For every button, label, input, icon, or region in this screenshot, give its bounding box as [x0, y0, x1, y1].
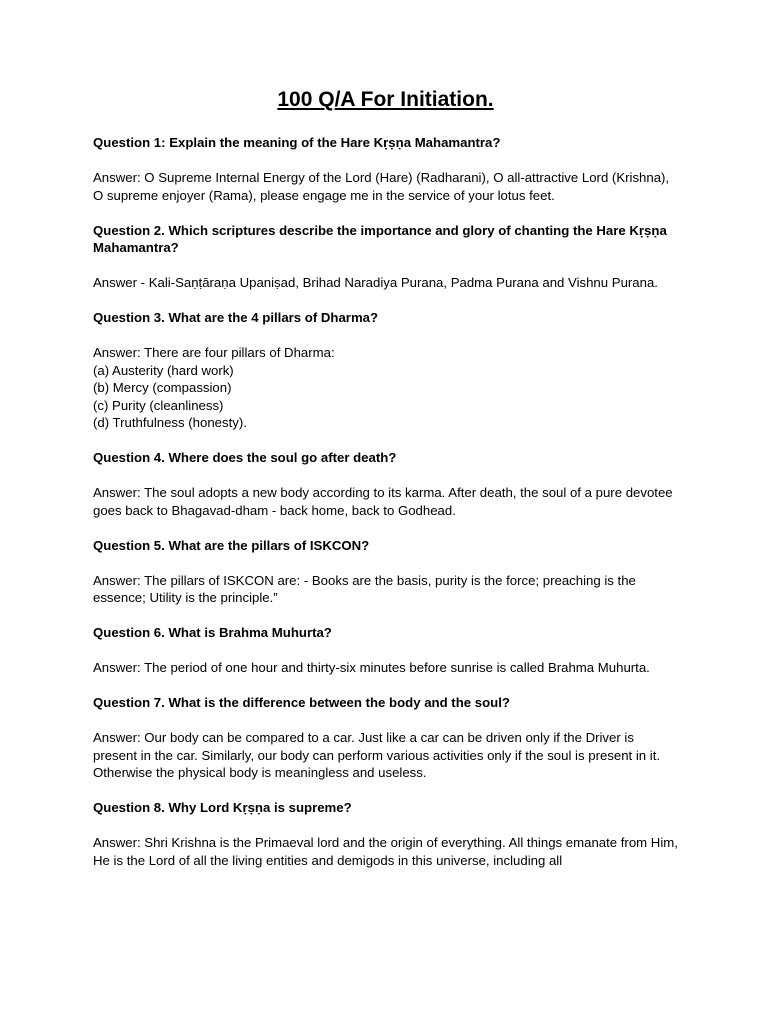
answer-line: Answer: Our body can be compared to a car. Just like a car can be driven only if the Driver is present in the car. Similarly, our body can perform various activities only if the soul is present in it. Otherwise the physical body is meaningless and useless.	[93, 730, 661, 780]
answer-line: Answer: The soul adopts a new body according to its karma. After death, the soul of a pure devotee goes back to Bhagavad-dham - back home, back to Godhead.	[93, 485, 673, 518]
answer-list-item: (a) Austerity (hard work)	[93, 362, 234, 378]
answer-6	[93, 659, 678, 677]
answer-line: Answer: There are four pillars of Dharma:	[93, 345, 335, 360]
question-1: Question 1: Explain the meaning of the Hare Kṛṣṇa Mahamantra?	[93, 135, 501, 150]
answer-line: Answer: Shri Krishna is the Primaeval lord and the origin of everything. All things emanate from Him, He is the Lord of all the living entities and demigods in this universe, including all	[93, 835, 678, 868]
answer-8	[93, 834, 678, 869]
answer-7	[93, 729, 678, 782]
answer-list-item: (b) Mercy (compassion)	[93, 380, 232, 395]
answer-line: Answer: O Supreme Internal Energy of the Lord (Hare) (Radharani), O all-attractive Lord (Krishna), O supreme enjoyer (Rama), please engage me in the service of your lotus feet.	[93, 170, 670, 203]
answer-3	[93, 344, 678, 432]
answer-1	[93, 169, 678, 204]
document-page	[93, 86, 678, 887]
answer-4	[93, 484, 678, 519]
answer-2	[93, 274, 678, 292]
answer-line: Answer - Kali-Saṇṭāraṇa Upaniṣad, Brihad Naradiya Purana, Padma Purana and Vishnu Purana.	[93, 275, 658, 290]
document-title: 100 Q/A For Initiation.	[277, 88, 494, 111]
question-2: Question 2. Which scriptures describe the importance and glory of chanting the Hare Kṛṣṇa Mahamantra?	[93, 222, 667, 255]
question-7: Question 7. What is the difference between the body and the soul?	[93, 695, 510, 710]
question-4: Question 4. Where does the soul go after death?	[93, 450, 397, 465]
answer-list-item: (c) Purity (cleanliness)	[93, 397, 224, 413]
answer-line: Answer: The period of one hour and thirty-six minutes before sunrise is called Brahma Muhurta.	[93, 660, 650, 675]
answer-list-item: (d) Truthfulness (honesty).	[93, 415, 247, 430]
question-6: Question 6. What is Brahma Muhurta?	[93, 625, 332, 640]
question-3: Question 3. What are the 4 pillars of Dharma?	[93, 310, 379, 325]
question-5: Question 5. What are the pillars of ISKCON?	[93, 537, 370, 553]
question-8: Question 8. Why Lord Kṛṣṇa is supreme?	[93, 800, 352, 815]
answer-5	[93, 572, 678, 607]
answer-line: Answer: The pillars of ISKCON are: - Books are the basis, purity is the force; preaching is the essence; Utility is the principle.”	[93, 572, 636, 605]
